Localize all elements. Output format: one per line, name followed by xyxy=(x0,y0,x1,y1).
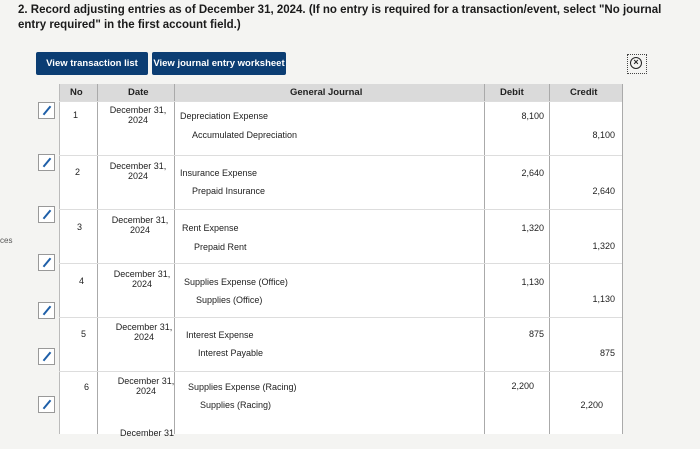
view-journal-worksheet-button[interactable]: View journal entry worksheet xyxy=(152,52,286,75)
table-header xyxy=(60,84,623,101)
edit-icon[interactable] xyxy=(38,154,55,171)
row-no: 3 xyxy=(77,222,83,232)
table-row xyxy=(59,101,622,156)
row-no: 6 xyxy=(84,382,90,392)
edit-icon[interactable] xyxy=(38,206,55,223)
row-date: December 31, 2024 xyxy=(117,376,175,396)
row-no: 4 xyxy=(79,276,85,286)
debit-account[interactable]: Supplies Expense (Racing) xyxy=(188,382,297,392)
credit-account[interactable]: Prepaid Rent xyxy=(194,242,247,252)
credit-value[interactable]: 8,100 xyxy=(592,130,615,140)
row-no: 1 xyxy=(73,110,79,120)
table-row xyxy=(59,263,622,318)
close-icon: × xyxy=(630,57,642,69)
edit-icon[interactable] xyxy=(38,302,55,319)
credit-account[interactable]: Interest Payable xyxy=(198,348,264,358)
question-prefix: Record adjusting entries as of December 31, 2024. xyxy=(30,4,306,16)
header-no: No xyxy=(70,87,83,98)
credit-value[interactable]: 875 xyxy=(599,348,615,358)
debit-account[interactable]: Interest Expense xyxy=(186,330,254,340)
debit-account[interactable]: Supplies Expense (Office) xyxy=(184,277,288,287)
partial-row-date: December 31 xyxy=(120,428,175,438)
debit-account[interactable]: Rent Expense xyxy=(182,223,239,233)
question-text xyxy=(18,3,678,33)
credit-account[interactable]: Prepaid Insurance xyxy=(192,186,266,196)
row-date: December 31, 2024 xyxy=(109,105,167,125)
row-date: December 31, 2024 xyxy=(109,161,167,181)
debit-value[interactable]: 8,100 xyxy=(521,111,544,121)
edit-icon[interactable] xyxy=(38,348,55,365)
question-instruction: (If no entry is required for a transaction/event, select "No journal entry required" in the first account field.) xyxy=(18,4,662,31)
row-no: 2 xyxy=(75,167,81,177)
credit-account[interactable]: Supplies (Office) xyxy=(196,295,263,305)
credit-account[interactable]: Supplies (Racing) xyxy=(200,400,272,410)
edit-icon[interactable] xyxy=(38,102,55,119)
divider xyxy=(622,84,623,434)
header-date: Date xyxy=(128,87,149,98)
edit-icon[interactable] xyxy=(38,396,55,413)
debit-account[interactable]: Insurance Expense xyxy=(180,168,258,178)
debit-account[interactable]: Depreciation Expense xyxy=(180,111,269,121)
side-label: ces xyxy=(0,236,13,245)
row-date: December 31, 2024 xyxy=(115,322,173,342)
row-date: December 31, 2024 xyxy=(113,269,171,289)
table-row xyxy=(59,209,622,264)
table-row xyxy=(59,371,622,426)
debit-value[interactable]: 1,320 xyxy=(521,223,544,233)
edit-icon[interactable] xyxy=(38,254,55,271)
close-button[interactable] xyxy=(627,54,647,74)
credit-value[interactable]: 1,320 xyxy=(592,241,615,251)
header-credit: Credit xyxy=(570,87,598,98)
question-number: 2. xyxy=(18,4,28,16)
table-row xyxy=(59,317,622,372)
row-date: December 31, 2024 xyxy=(111,215,169,235)
credit-account[interactable]: Accumulated Depreciation xyxy=(192,130,298,140)
view-transaction-list-button[interactable]: View transaction list xyxy=(36,52,148,75)
credit-value[interactable]: 2,640 xyxy=(592,186,615,196)
header-debit: Debit xyxy=(500,87,524,98)
credit-value[interactable]: 1,130 xyxy=(592,294,615,304)
debit-value[interactable]: 1,130 xyxy=(521,277,544,287)
debit-value[interactable]: 2,640 xyxy=(521,168,544,178)
header-journal: General Journal xyxy=(290,87,363,98)
table-row xyxy=(59,155,622,210)
debit-value[interactable]: 875 xyxy=(528,329,544,339)
debit-value[interactable]: 2,200 xyxy=(511,381,534,391)
credit-value[interactable]: 2,200 xyxy=(580,400,603,410)
row-no: 5 xyxy=(81,329,87,339)
